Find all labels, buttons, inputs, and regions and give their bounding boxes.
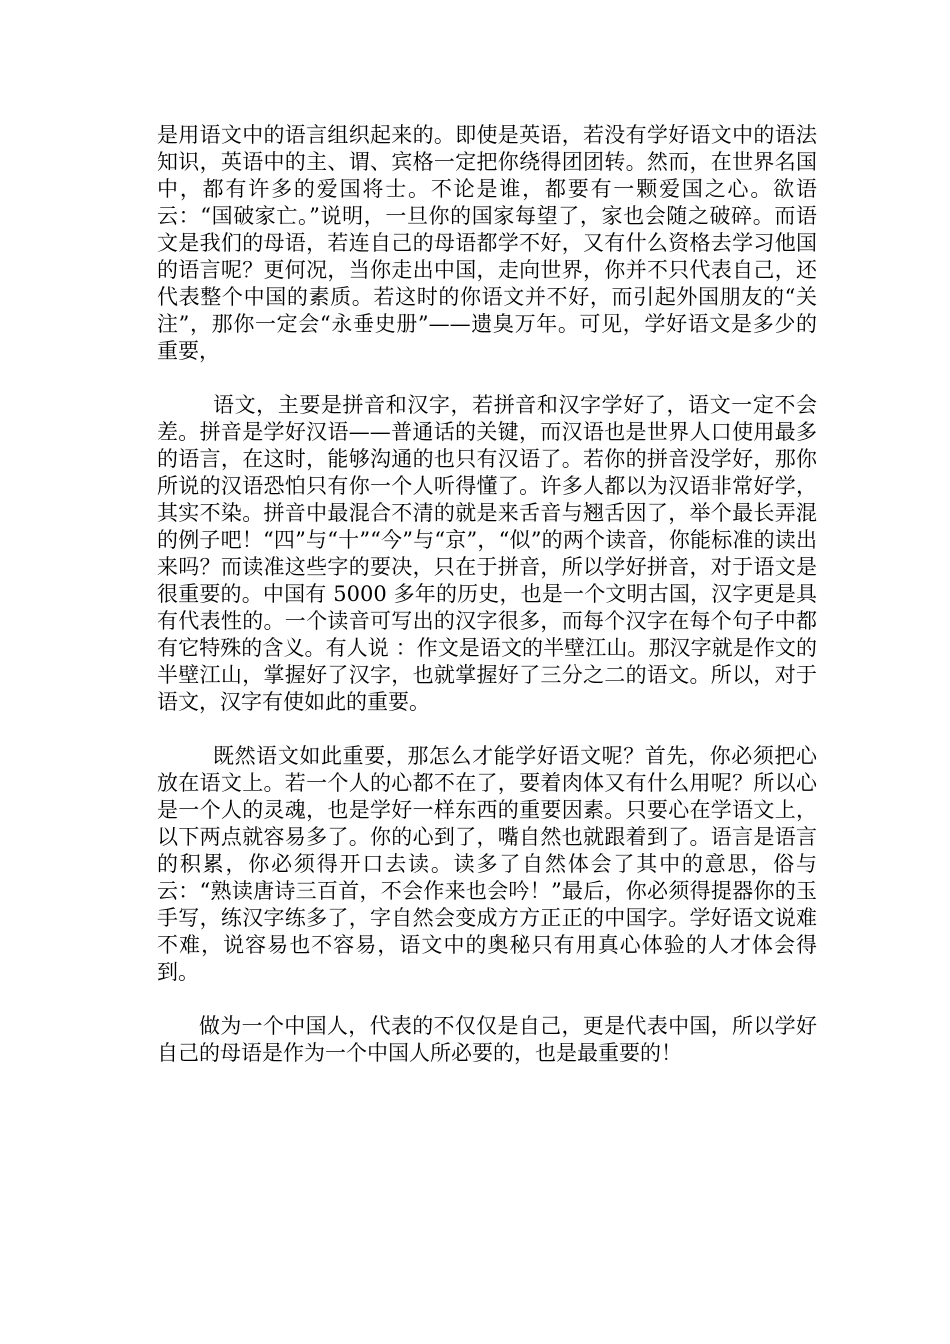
paragraph-gap xyxy=(157,986,817,1013)
paragraph-pinyin-hanzi: 语文，主要是拼音和汉字，若拼音和汉字学好了，语文一定不会差。拼音是学好汉语——普通话的关键，而汉语也是世界人口使用最多的语言，在这时，能够沟通的也只有汉语了。若你的拼音没学好，那你所说的汉语恐怕只有你一个人听得懂了。许多人都以为汉语非常好学，其实不染。拼音中最混合不清的就是来舌音与翘舌因了，举个最长弄混的例子吧！“四”与“十”“今”与“京”，“似”的两个读音，你能标准的读出来吗？而读准这些字的要决，只在于拼音，所以学好拼音，对于语文是很重要的。中国有 5000 多年的历史，也是一个文明古国，汉字更是具有代表性的。一个读音可写出的汉字很多，而每个汉字在每个句子中都有它特殊的含义。有人说 ：作文是语文的半壁江山。那汉字就是作文的半壁江山，掌握好了汉字，也就掌握好了三分之二的语文。所以，对于语文，汉字有使如此的重要。 xyxy=(157,393,817,714)
paragraph-continuation: 是用语文中的语言组织起来的。即使是英语，若没有学好语文中的语法知识，英语中的主、谓、宾格一定把你绕得团团转。然而，在世界名国中，都有许多的爱国将士。不论是谁，都要有一颗爱国之心。欲语云：“国破家亡。”说明，一旦你的国家每望了，家也会随之破碎。而语文是我们的母语，若连自己的母语都学不好，又有什么资格去学习他国的语言呢？更何况，当你走出中国，走向世界，你并不只代表自己，还代表整个中国的素质。若这时的你语文并不好，而引起外国朋友的“关注”，那你一定会“永垂史册”——遗臭万年。可见，学好语文是多少的重要， xyxy=(157,123,817,363)
paragraph-gap xyxy=(157,716,817,743)
paragraph-conclusion: 做为一个中国人，代表的不仅仅是自己，更是代表中国，所以学好自己的母语是作为一个中国人所必要的，也是最重要的！ xyxy=(157,1014,817,1065)
paragraph-how-to-learn: 既然语文如此重要，那怎么才能学好语文呢？首先，你必须把心放在语文上。若一个人的心都不在了，要着肉体又有什么用呢？所以心是一个人的灵魂，也是学好一样东西的重要因素。只要心在学语文上，以下两点就容易多了。你的心到了，嘴自然也就跟着到了。语言是语言的积累，你必须得开口去读。读多了自然体会了其中的意思，俗与云：“熟读唐诗三百首，不会作来也会吟！”最后，你必须得提器你的玉手写，练汉字练多了，字自然会变成方方正正的中国字。学好语文说难不难，说容易也不容易，语文中的奥秘只有用真心体验的人才体会得到。 xyxy=(157,744,817,984)
paragraph-gap xyxy=(157,365,817,392)
body-text xyxy=(157,122,817,1067)
